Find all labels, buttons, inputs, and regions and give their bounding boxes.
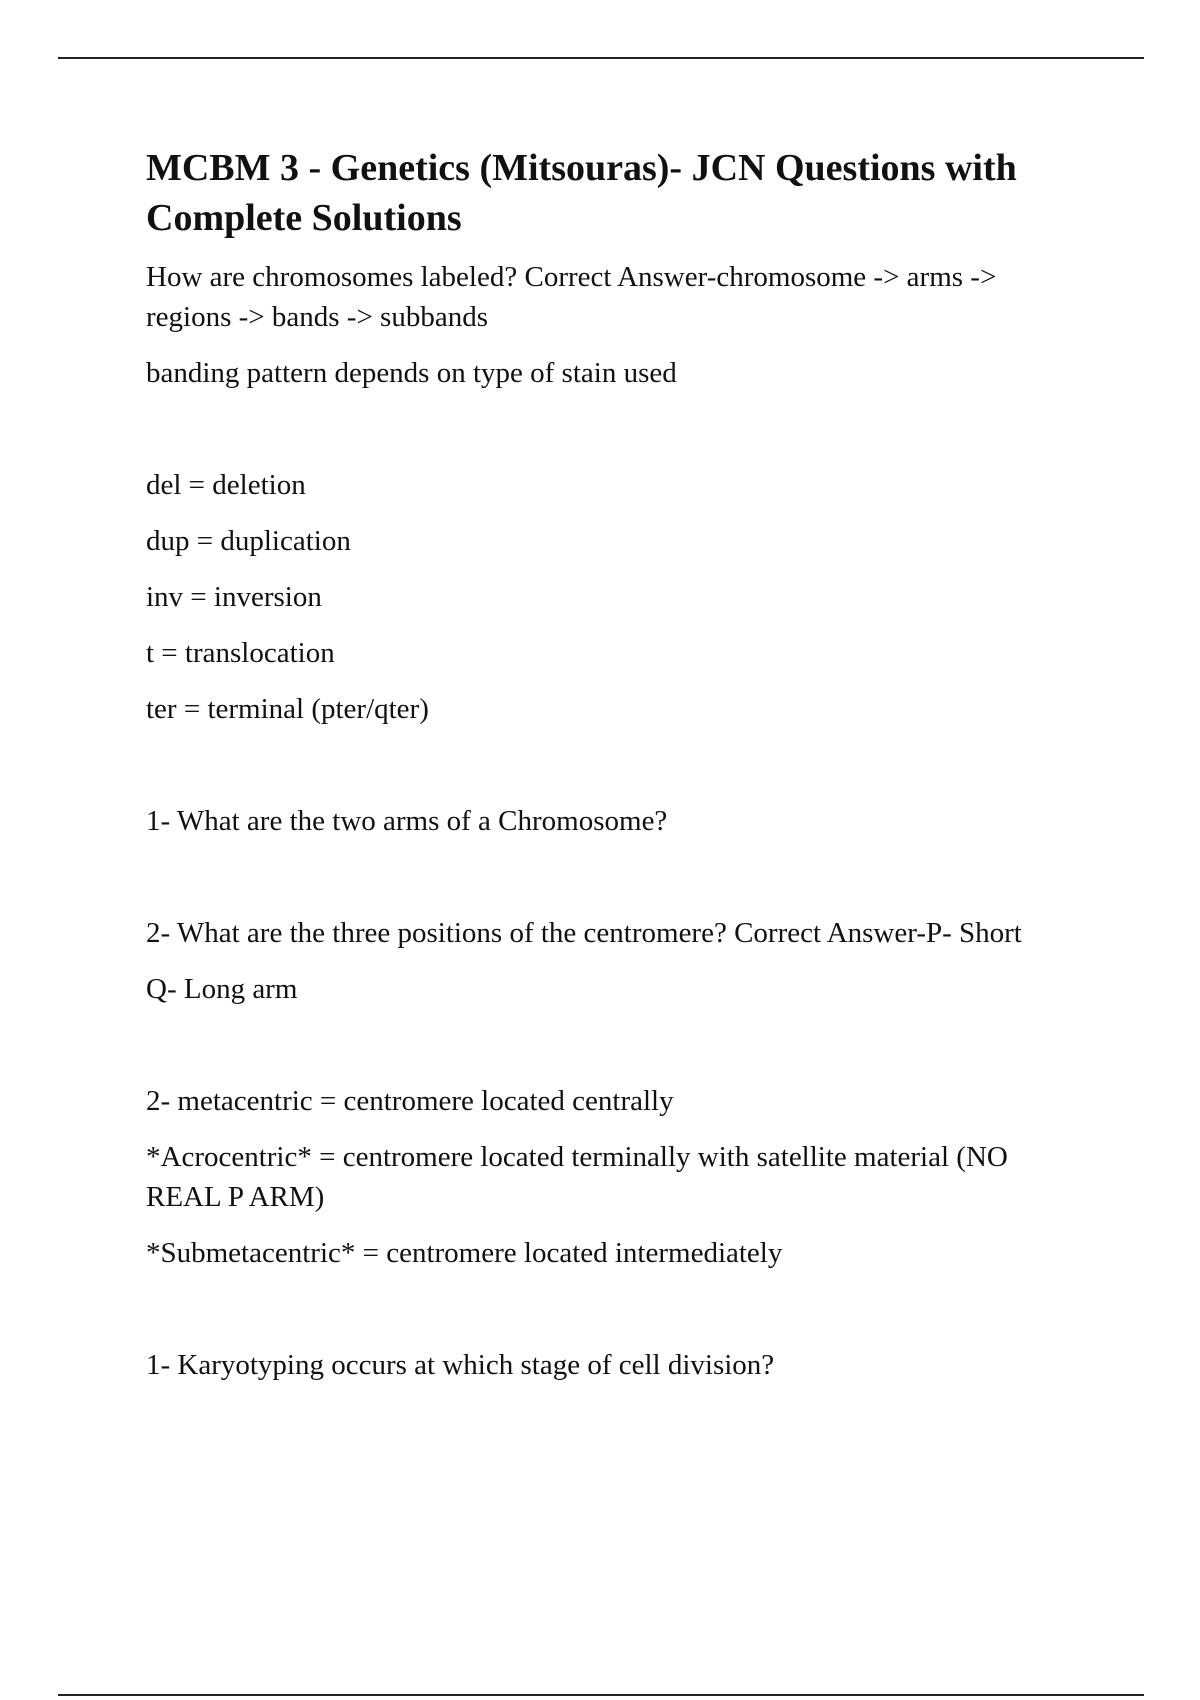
abbrev-dup: dup = duplication bbox=[146, 525, 351, 557]
footer-rule bbox=[58, 1694, 1144, 1696]
document-title: MCBM 3 - Genetics (Mitsouras)- JCN Questions with Complete Solutions bbox=[146, 147, 1017, 239]
question-centromere-positions: 2- What are the three positions of the centromere? Correct Answer-P- Short bbox=[146, 917, 1022, 949]
answer-long-arm: Q- Long arm bbox=[146, 973, 298, 1005]
header-rule bbox=[58, 57, 1144, 59]
abbrev-ter: ter = terminal (pter/qter) bbox=[146, 693, 429, 725]
definition-acrocentric: *Acrocentric* = centromere located terminally with satellite material (NO REAL P ARM) bbox=[146, 1141, 1008, 1213]
abbrev-t: t = translocation bbox=[146, 637, 335, 669]
document-body bbox=[146, 143, 1081, 1385]
paragraph-banding: banding pattern depends on type of stain used bbox=[146, 357, 677, 389]
question-karyotyping: 1- Karyotyping occurs at which stage of cell division? bbox=[146, 1349, 775, 1381]
definition-submetacentric: *Submetacentric* = centromere located intermediately bbox=[146, 1237, 783, 1269]
definition-metacentric: 2- metacentric = centromere located centrally bbox=[146, 1085, 674, 1117]
question-two-arms: 1- What are the two arms of a Chromosome? bbox=[146, 805, 668, 837]
abbrev-inv: inv = inversion bbox=[146, 581, 322, 613]
paragraph-labeling: How are chromosomes labeled? Correct Answer-chromosome -> arms -> regions -> bands -> subbands bbox=[146, 261, 997, 333]
abbrev-del: del = deletion bbox=[146, 469, 306, 501]
